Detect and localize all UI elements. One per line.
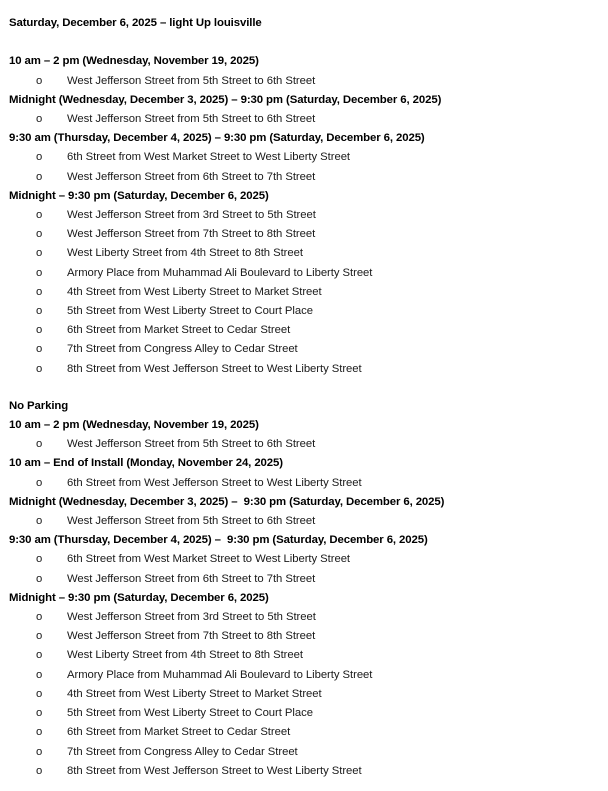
bullet-circle-icon: o [36, 74, 43, 87]
list-item [9, 474, 598, 493]
bullet-circle-icon: o [36, 343, 43, 356]
list-item-label: West Liberty Street from 4th Street to 8th Street [67, 247, 303, 260]
list-item [9, 608, 598, 627]
street-list [9, 72, 598, 91]
list-item [9, 360, 598, 379]
bullet-circle-icon: o [36, 553, 43, 566]
list-item [9, 283, 598, 302]
page-title: Saturday, December 6, 2025 – light Up louisville [9, 17, 262, 29]
list-item-label: West Jefferson Street from 6th Street to 7th Street [67, 170, 316, 183]
list-item-label: 6th Street from West Jefferson Street to West Liberty Street [67, 476, 362, 489]
list-item-label: West Jefferson Street from 6th Street to 7th Street [67, 572, 316, 585]
list-item [9, 148, 598, 167]
bullet-circle-icon: o [36, 170, 43, 183]
list-item-label: 4th Street from West Liberty Street to Market Street [67, 285, 322, 298]
street-list [9, 435, 598, 454]
bullet-circle-icon: o [36, 305, 43, 318]
bullet-circle-icon: o [36, 687, 43, 700]
list-item-label: Armory Place from Muhammad Ali Boulevard to Liberty Street [67, 266, 373, 279]
list-item-label: West Jefferson Street from 7th Street to 8th Street [67, 228, 316, 241]
list-item-label: West Jefferson Street from 5th Street to 6th Street [67, 113, 316, 125]
list-item [9, 340, 598, 359]
schedule-heading: 10 am – End of Install (Monday, November 24, 2025) [9, 457, 283, 470]
schedule-heading: 10 am – 2 pm (Wednesday, November 19, 2025) [9, 419, 259, 432]
list-item [9, 225, 598, 244]
bullet-circle-icon: o [36, 764, 43, 777]
street-list [9, 148, 598, 186]
list-item [9, 550, 598, 569]
list-item-label: 6th Street from Market Street to Cedar Street [67, 324, 291, 337]
street-list [9, 474, 598, 493]
list-item-label: 4th Street from West Liberty Street to Market Street [67, 687, 322, 700]
bullet-circle-icon: o [36, 438, 43, 451]
list-item [9, 627, 598, 646]
title-spacer [9, 33, 598, 52]
bullet-circle-icon: o [36, 209, 43, 222]
list-item-label: West Liberty Street from 4th Street to 8th Street [67, 649, 303, 662]
section-street-closures [9, 52, 598, 378]
list-item [9, 72, 598, 91]
list-item-label: 8th Street from West Jefferson Street to West Liberty Street [67, 764, 362, 777]
bullet-circle-icon: o [36, 611, 43, 624]
list-item-label: West Jefferson Street from 5th Street to 6th Street [67, 438, 316, 451]
bullet-circle-icon: o [36, 151, 43, 164]
bullet-circle-icon: o [36, 362, 43, 375]
bullet-circle-icon: o [36, 228, 43, 241]
street-list [9, 550, 598, 588]
section-gap [9, 379, 598, 397]
list-item [9, 570, 598, 589]
section-no-parking [9, 397, 598, 781]
list-item [9, 762, 598, 781]
list-item [9, 704, 598, 723]
list-item [9, 110, 598, 129]
street-list [9, 206, 598, 379]
bullet-circle-icon: o [36, 572, 43, 585]
list-item [9, 723, 598, 742]
list-item-label: West Jefferson Street from 5th Street to 6th Street [67, 515, 316, 528]
bullet-circle-icon: o [36, 324, 43, 337]
list-item [9, 264, 598, 283]
list-item-label: West Jefferson Street from 7th Street to 8th Street [67, 630, 316, 643]
schedule-heading: Midnight (Wednesday, December 3, 2025) – 9:30 pm (Saturday, December 6, 2025) [9, 93, 442, 106]
list-item [9, 206, 598, 225]
bullet-circle-icon: o [36, 515, 43, 528]
bullet-circle-icon: o [36, 266, 43, 279]
list-item-label: 5th Street from West Liberty Street to Court Place [67, 707, 313, 720]
schedule-heading: 9:30 am (Thursday, December 4, 2025) – 9:30 pm (Saturday, December 6, 2025) [9, 534, 428, 547]
bullet-circle-icon: o [36, 668, 43, 681]
list-item-label: 7th Street from Congress Alley to Cedar Street [67, 343, 298, 356]
list-item [9, 512, 598, 531]
bullet-circle-icon: o [36, 285, 43, 298]
bullet-circle-icon: o [36, 113, 43, 125]
list-item [9, 435, 598, 454]
schedule-heading: 10 am – 2 pm (Wednesday, November 19, 2025) [9, 55, 259, 68]
street-list [9, 512, 598, 531]
list-item [9, 666, 598, 685]
list-item-label: 6th Street from Market Street to Cedar Street [67, 726, 291, 739]
list-item-label: Armory Place from Muhammad Ali Boulevard to Liberty Street [67, 668, 373, 681]
list-item [9, 743, 598, 762]
list-item [9, 646, 598, 665]
schedule-heading: Midnight – 9:30 pm (Saturday, December 6, 2025) [9, 591, 269, 604]
sections-container [9, 52, 598, 781]
bullet-circle-icon: o [36, 630, 43, 643]
list-item [9, 685, 598, 704]
list-item-label: 5th Street from West Liberty Street to Court Place [67, 305, 313, 318]
schedule-heading: Midnight (Wednesday, December 3, 2025) – 9:30 pm (Saturday, December 6, 2025) [9, 495, 445, 508]
list-item-label: 7th Street from Congress Alley to Cedar Street [67, 745, 298, 758]
list-item-label: 6th Street from West Market Street to West Liberty Street [67, 553, 351, 566]
list-item [9, 244, 598, 263]
bullet-circle-icon: o [36, 726, 43, 739]
list-item [9, 168, 598, 187]
list-item [9, 302, 598, 321]
street-list [9, 110, 598, 129]
list-item-label: West Jefferson Street from 3rd Street to 5th Street [67, 611, 316, 624]
bullet-circle-icon: o [36, 707, 43, 720]
list-item-label: 8th Street from West Jefferson Street to West Liberty Street [67, 362, 362, 375]
bullet-circle-icon: o [36, 476, 43, 489]
bullet-circle-icon: o [36, 745, 43, 758]
section-heading: No Parking [9, 399, 69, 412]
street-list [9, 608, 598, 781]
schedule-heading: Midnight – 9:30 pm (Saturday, December 6, 2025) [9, 189, 269, 202]
bullet-circle-icon: o [36, 247, 43, 260]
list-item [9, 321, 598, 340]
list-item-label: 6th Street from West Market Street to West Liberty Street [67, 151, 351, 164]
bullet-circle-icon: o [36, 649, 43, 662]
list-item-label: West Jefferson Street from 3rd Street to 5th Street [67, 209, 316, 222]
list-item-label: West Jefferson Street from 5th Street to 6th Street [67, 74, 316, 87]
schedule-heading: 9:30 am (Thursday, December 4, 2025) – 9:30 pm (Saturday, December 6, 2025) [9, 132, 425, 145]
